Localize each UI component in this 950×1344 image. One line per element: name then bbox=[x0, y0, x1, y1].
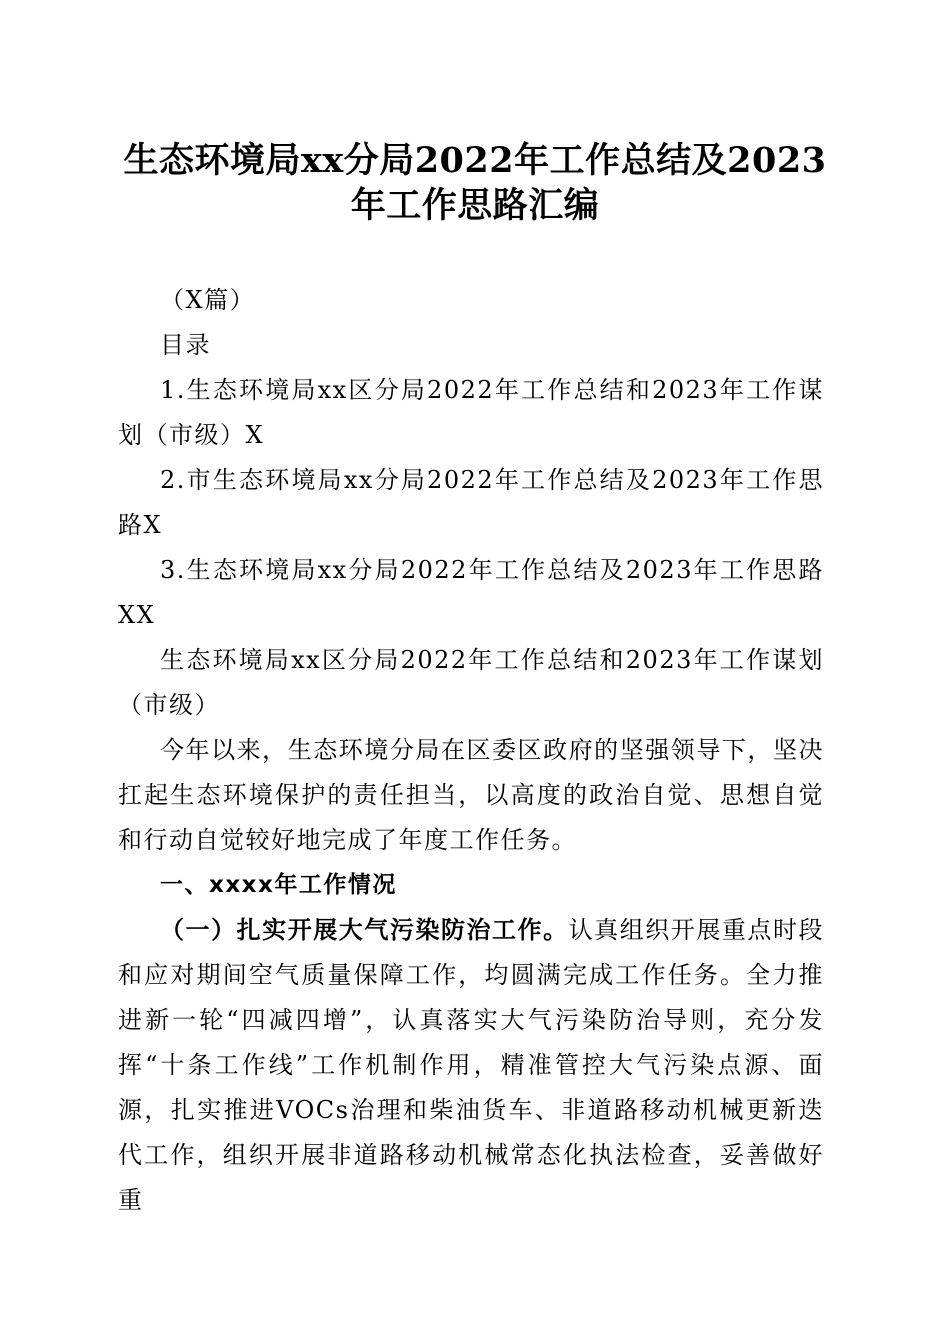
toc-item-3: 3.生态环境局xx分局2022年工作总结及2023年工作思路XX bbox=[118, 556, 824, 629]
document-title-line-1: 生态环境局xx分局2022年工作总结及2023 bbox=[123, 140, 827, 181]
subsection-text-1: 认真组织开展重点时段和应对期间空气质量保障工作，均圆满完成工作任务。全力推进新一轮“四减四增”，认真落实大气污染防治导则，充分发挥“十条工作线”工作机制作用，精准管控大气污染点源、面源，扎实推进VOCs治理和柴油货车、非道路移动机械更新迭代工作，组织开展非道路移动机械常态化执法检查，妥善做好重 bbox=[118, 916, 824, 1214]
document-title bbox=[100, 138, 850, 228]
toc-heading: 目录 bbox=[160, 331, 211, 359]
toc-item-1: 1.生态环境局xx区分局2022年工作总结和2023年工作谋划（市级）X bbox=[118, 376, 824, 449]
document-body bbox=[118, 278, 824, 1223]
subsection-lead-1: （一）扎实开展大气污染防治工作。 bbox=[160, 916, 569, 944]
toc-item-2: 2.市生态环境局xx分局2022年工作总结及2023年工作思路X bbox=[118, 466, 824, 539]
intro-paragraph: 今年以来，生态环境分局在区委区政府的坚强领导下，坚决扛起生态环境保护的责任担当，以高度的政治自觉、思想自觉和行动自觉较好地完成了年度工作任务。 bbox=[118, 736, 824, 854]
section-heading-1: 一、xxxx年工作情况 bbox=[160, 872, 397, 898]
count-note: （X篇） bbox=[160, 286, 256, 314]
subsection-paragraph-1 bbox=[118, 908, 824, 1223]
document-title-line-2: 年工作思路汇编 bbox=[350, 185, 600, 226]
article-title: 生态环境局xx区分局2022年工作总结和2023年工作谋划（市级） bbox=[118, 646, 824, 719]
